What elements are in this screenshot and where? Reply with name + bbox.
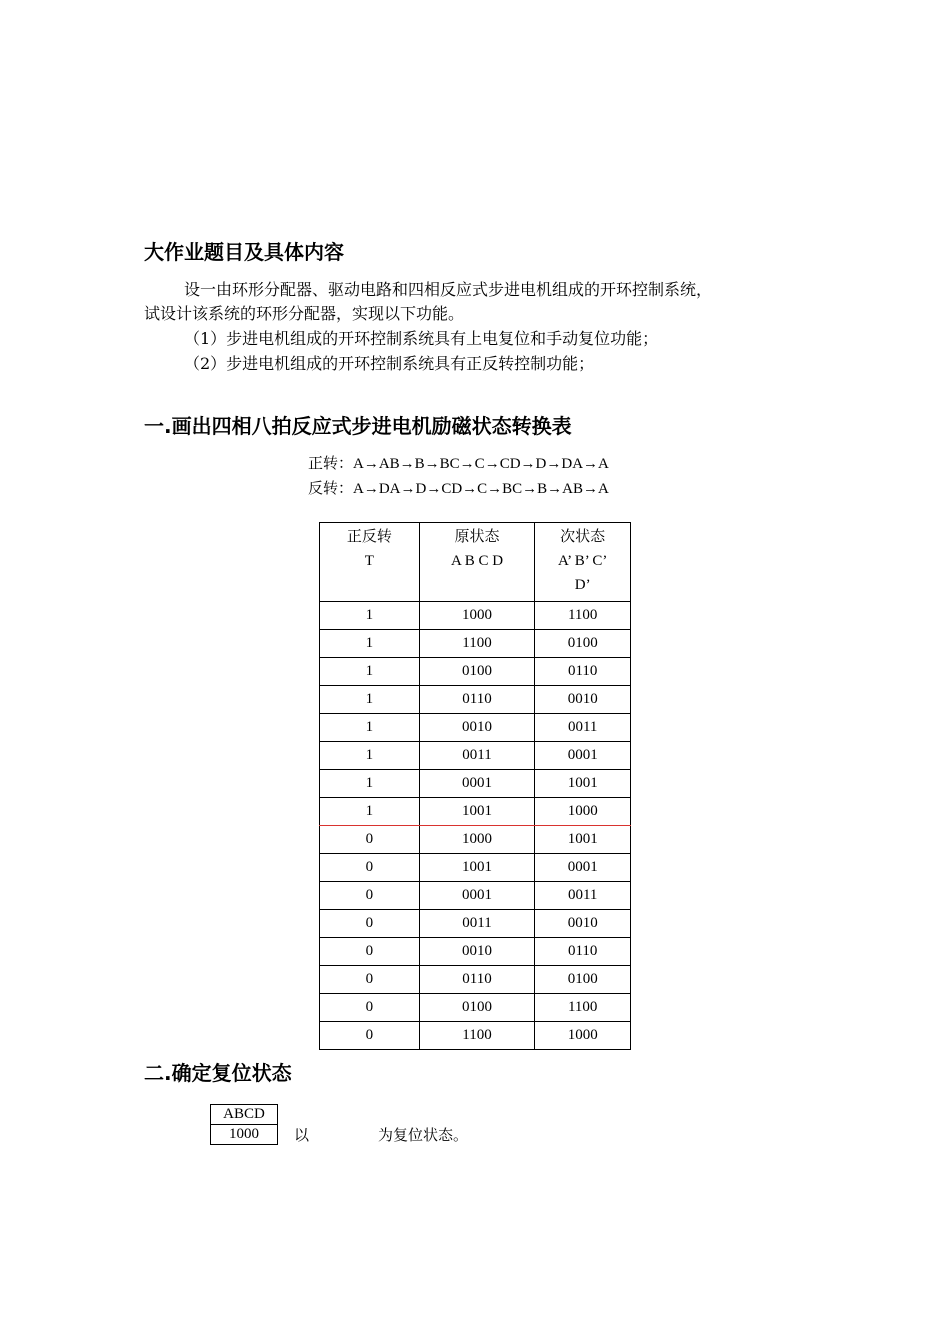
- cell-next-state: 0001: [535, 854, 631, 882]
- requirement-2: （2）步进电机组成的开环控制系统具有正反转控制功能；: [184, 354, 595, 373]
- table-row: [320, 714, 631, 742]
- cell-direction: 0: [320, 1022, 420, 1050]
- cell-current-state: 1100: [419, 1022, 535, 1050]
- cell-next-state: 1000: [535, 798, 631, 826]
- table-row: [320, 658, 631, 686]
- table-row: [320, 994, 631, 1022]
- cell-direction: 1: [320, 630, 420, 658]
- cell-current-state: 0110: [419, 966, 535, 994]
- reset-suffix: 为复位状态。: [378, 1126, 469, 1144]
- reset-prefix: 以: [294, 1126, 310, 1144]
- cell-next-state: 0010: [535, 910, 631, 938]
- cell-direction: 0: [320, 910, 420, 938]
- cell-current-state: 0100: [419, 658, 535, 686]
- table-row: [320, 686, 631, 714]
- table-row: [320, 1022, 631, 1050]
- table-row: [320, 966, 631, 994]
- cell-next-state: 0010: [535, 686, 631, 714]
- table-row: [320, 770, 631, 798]
- header-next-line2: A’ B’ C’: [557, 553, 608, 569]
- header-current-line1: 原状态: [454, 529, 500, 545]
- cell-current-state: 0011: [419, 910, 535, 938]
- table-row: [320, 826, 631, 854]
- cell-direction: 1: [320, 798, 420, 826]
- cell-direction: 1: [320, 658, 420, 686]
- cell-current-state: 1000: [419, 826, 535, 854]
- cell-next-state: 0110: [535, 658, 631, 686]
- cell-next-state: 0011: [535, 882, 631, 910]
- table-row: [320, 630, 631, 658]
- cell-direction: 1: [320, 714, 420, 742]
- cell-direction: 0: [320, 938, 420, 966]
- cell-next-state: 1001: [535, 770, 631, 798]
- state-transition-table: [319, 522, 631, 1050]
- reset-box-header: ABCD: [211, 1105, 278, 1125]
- table-row: [320, 910, 631, 938]
- cell-current-state: 0100: [419, 994, 535, 1022]
- cell-next-state: 0001: [535, 742, 631, 770]
- cell-direction: 0: [320, 826, 420, 854]
- header-next-state: [535, 523, 631, 602]
- table-row: [320, 798, 631, 826]
- reset-state-box: [210, 1104, 278, 1145]
- requirement-1: （1）步进电机组成的开环控制系统具有上电复位和手动复位功能；: [184, 329, 659, 348]
- cell-next-state: 0011: [535, 714, 631, 742]
- header-direction: [320, 523, 420, 602]
- cell-next-state: 1100: [535, 602, 631, 630]
- reverse-sequence: 反转：A→DA→D→CD→C→BC→B→AB→A: [308, 481, 609, 497]
- cell-current-state: 0010: [419, 714, 535, 742]
- section-2-heading: 二.确定复位状态: [144, 1061, 292, 1085]
- table-row: [320, 602, 631, 630]
- header-next-line3: D’: [574, 577, 591, 593]
- header-current-state: [419, 523, 535, 602]
- header-next-line1: 次状态: [560, 529, 606, 545]
- section-1-heading: 一.画出四相八拍反应式步进电机励磁状态转换表: [144, 414, 572, 438]
- cell-current-state: 0001: [419, 770, 535, 798]
- cell-next-state: 0100: [535, 630, 631, 658]
- cell-next-state: 0100: [535, 966, 631, 994]
- cell-direction: 1: [320, 602, 420, 630]
- reset-box-value: 1000: [211, 1125, 278, 1145]
- table-row: [320, 882, 631, 910]
- cell-current-state: 0001: [419, 882, 535, 910]
- table-row: [320, 742, 631, 770]
- cell-current-state: 1000: [419, 602, 535, 630]
- cell-current-state: 0110: [419, 686, 535, 714]
- cell-current-state: 1001: [419, 854, 535, 882]
- cell-direction: 1: [320, 770, 420, 798]
- table-header-row: [320, 523, 631, 602]
- cell-next-state: 1000: [535, 1022, 631, 1050]
- cell-current-state: 1001: [419, 798, 535, 826]
- table-body: [320, 602, 631, 1050]
- header-current-line2: A B C D: [450, 553, 504, 569]
- cell-next-state: 0110: [535, 938, 631, 966]
- cell-current-state: 0011: [419, 742, 535, 770]
- forward-sequence: 正转：A→AB→B→BC→C→CD→D→DA→A: [308, 456, 609, 472]
- cell-current-state: 1100: [419, 630, 535, 658]
- table-row: [320, 854, 631, 882]
- cell-direction: 1: [320, 742, 420, 770]
- cell-direction: 0: [320, 854, 420, 882]
- cell-next-state: 1001: [535, 826, 631, 854]
- cell-direction: 1: [320, 686, 420, 714]
- intro-line-1: 设一由环形分配器、驱动电路和四相反应式步进电机组成的开环控制系统，: [184, 280, 713, 299]
- cell-direction: 0: [320, 966, 420, 994]
- cell-current-state: 0010: [419, 938, 535, 966]
- page-title: 大作业题目及具体内容: [144, 240, 344, 264]
- header-direction-line2: T: [364, 553, 374, 569]
- table-row: [320, 938, 631, 966]
- cell-next-state: 1100: [535, 994, 631, 1022]
- cell-direction: 0: [320, 882, 420, 910]
- header-direction-line1: 正反转: [346, 529, 392, 545]
- intro-line-2: 试设计该系统的环形分配器，实现以下功能。: [144, 304, 465, 323]
- cell-direction: 0: [320, 994, 420, 1022]
